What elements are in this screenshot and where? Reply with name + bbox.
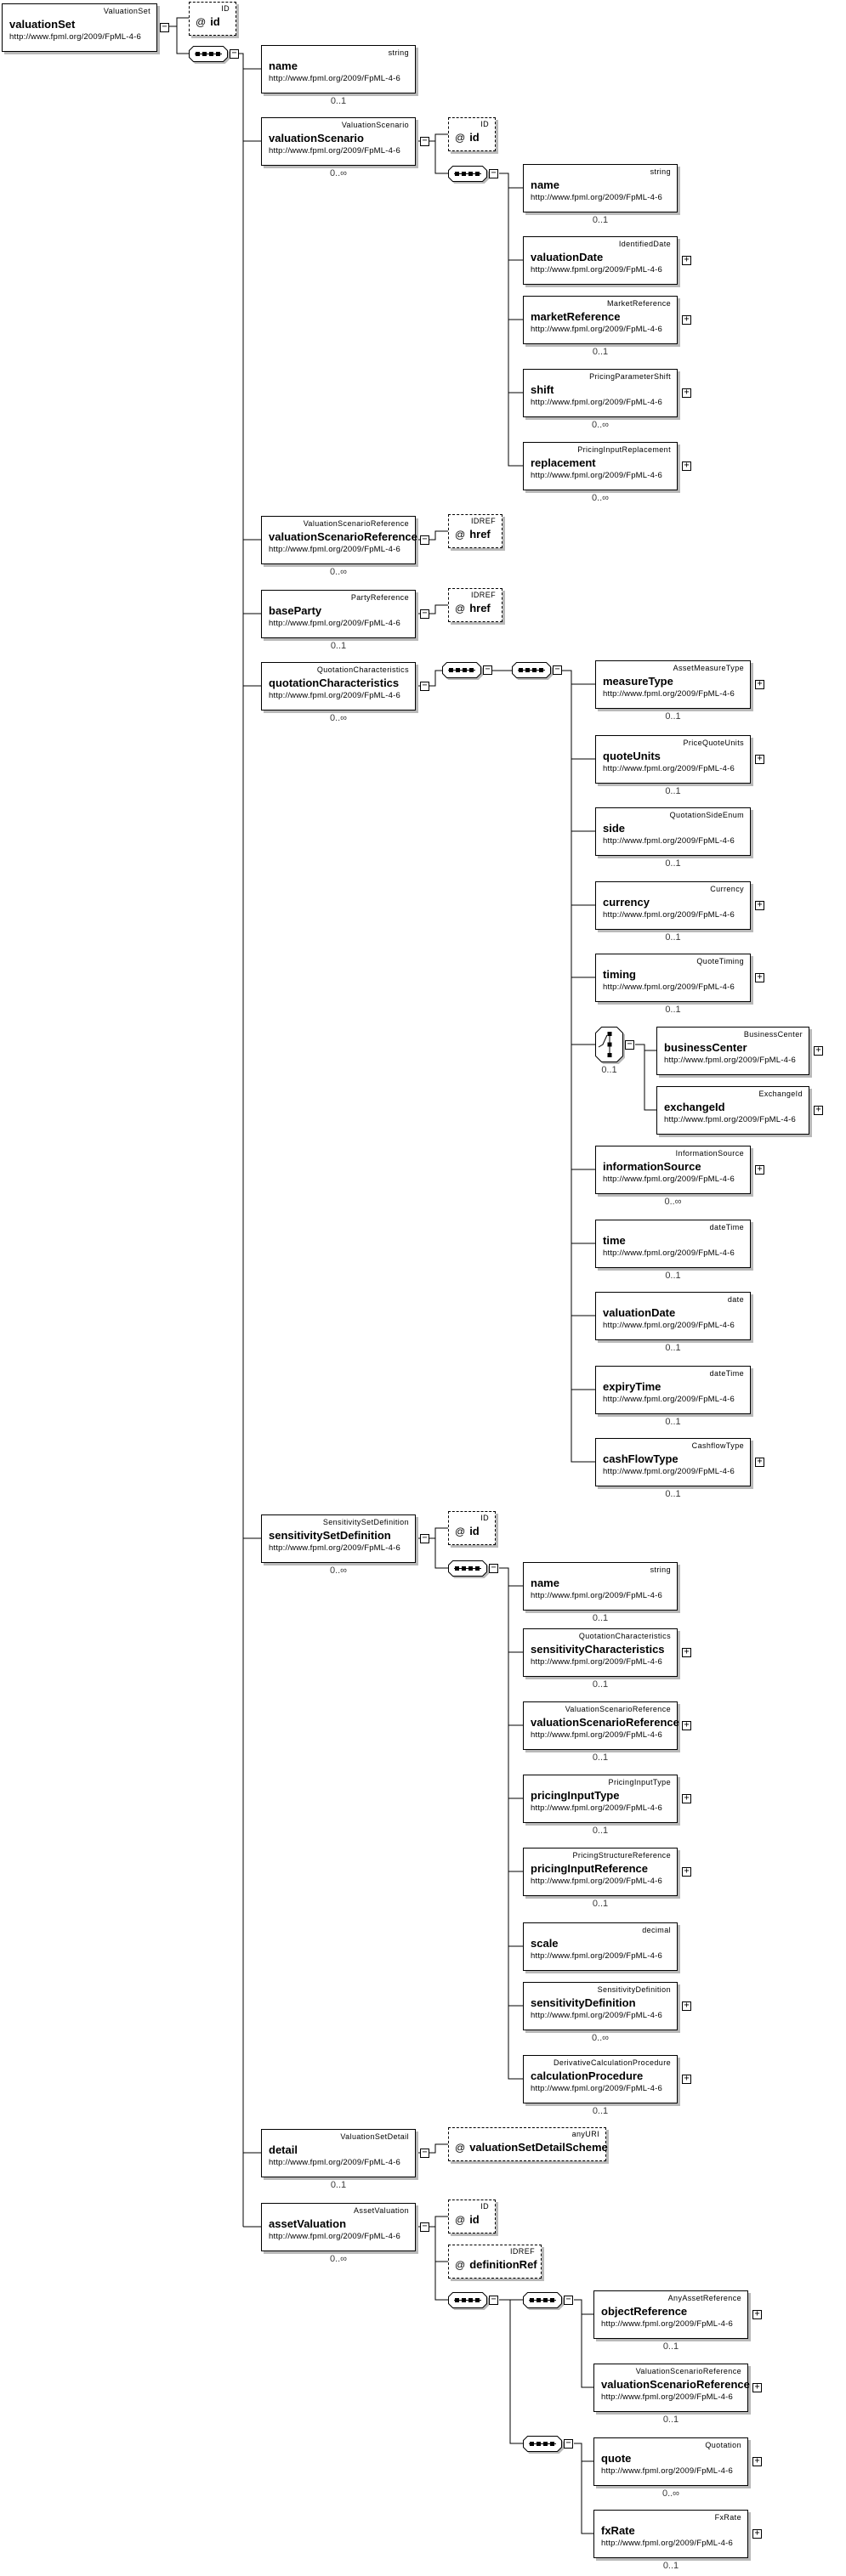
cardinality-label: 0..1 bbox=[330, 641, 347, 651]
element-name: sensitivitySetDefinition bbox=[269, 1529, 391, 1542]
collapse-button[interactable]: − bbox=[420, 2222, 429, 2232]
type-label: ValuationSet bbox=[103, 7, 150, 15]
attribute-href[interactable] bbox=[448, 514, 502, 548]
type-label: date bbox=[727, 1295, 744, 1304]
type-label: QuotationCharacteristics bbox=[578, 1632, 671, 1640]
cardinality-label: 0..1 bbox=[665, 786, 681, 796]
attribute-definitionRef[interactable] bbox=[448, 2245, 542, 2279]
namespace-label: http://www.fpml.org/2009/FpML-4-6 bbox=[531, 2011, 662, 2020]
expand-button[interactable]: + bbox=[755, 1165, 764, 1175]
namespace-label: http://www.fpml.org/2009/FpML-4-6 bbox=[601, 2466, 733, 2476]
element-name: pricingInputReference bbox=[531, 1862, 648, 1875]
cardinality-label: 0..1 bbox=[592, 1752, 609, 1763]
expand-button[interactable]: + bbox=[682, 388, 691, 398]
element-exchangeId[interactable] bbox=[656, 1086, 809, 1135]
attribute-name: id bbox=[469, 2213, 480, 2226]
expand-button[interactable]: + bbox=[755, 901, 764, 910]
collapse-button[interactable]: − bbox=[625, 1040, 634, 1050]
type-label: ValuationScenario bbox=[341, 121, 409, 129]
namespace-label: http://www.fpml.org/2009/FpML-4-6 bbox=[531, 265, 662, 275]
element-calculationProcedure[interactable] bbox=[523, 2055, 678, 2103]
namespace-label: http://www.fpml.org/2009/FpML-4-6 bbox=[269, 74, 400, 83]
type-label: string bbox=[388, 48, 409, 57]
namespace-label: http://www.fpml.org/2009/FpML-4-6 bbox=[269, 619, 400, 628]
at-sign: @ bbox=[455, 2214, 466, 2226]
sequence-icon[interactable] bbox=[523, 2292, 562, 2308]
attribute-name: href bbox=[469, 528, 491, 541]
element-name[interactable] bbox=[523, 1562, 678, 1611]
type-label: SensitivitySetDefinition bbox=[322, 1518, 409, 1526]
namespace-label: http://www.fpml.org/2009/FpML-4-6 bbox=[603, 689, 735, 699]
cardinality-label: 0..1 bbox=[665, 1005, 681, 1015]
type-label: DerivativeCalculationProcedure bbox=[553, 2058, 671, 2067]
element-name: scale bbox=[531, 1937, 559, 1950]
element-sensitivitySetDefinition[interactable] bbox=[261, 1514, 416, 1563]
element-informationSource[interactable] bbox=[595, 1146, 751, 1194]
cardinality-label: 0..1 bbox=[330, 2180, 347, 2190]
cardinality-label: 0..1 bbox=[662, 2415, 679, 2425]
cardinality-label: 0..1 bbox=[592, 2106, 609, 2116]
element-side[interactable] bbox=[595, 807, 751, 856]
expand-button[interactable]: + bbox=[755, 680, 764, 689]
at-sign: @ bbox=[455, 529, 466, 541]
element-name: sensitivityCharacteristics bbox=[531, 1643, 665, 1656]
namespace-label: http://www.fpml.org/2009/FpML-4-6 bbox=[531, 193, 662, 202]
element-name[interactable] bbox=[261, 45, 416, 93]
cardinality-label: 0..1 bbox=[662, 2341, 679, 2352]
cardinality-label: 0..∞ bbox=[329, 567, 348, 577]
cardinality-label: 0..1 bbox=[592, 1826, 609, 1836]
cardinality-label: 0..1 bbox=[592, 1613, 609, 1623]
namespace-label: http://www.fpml.org/2009/FpML-4-6 bbox=[9, 32, 141, 42]
expand-button[interactable]: + bbox=[755, 973, 764, 982]
cardinality-label: 0..1 bbox=[665, 1271, 681, 1281]
cardinality-label: 0..1 bbox=[592, 1899, 609, 1909]
sequence-icon[interactable] bbox=[448, 2292, 487, 2308]
namespace-label: http://www.fpml.org/2009/FpML-4-6 bbox=[531, 1951, 662, 1961]
element-name: name bbox=[531, 1577, 559, 1589]
collapse-button[interactable]: − bbox=[564, 2439, 573, 2449]
cardinality-label: 0..1 bbox=[592, 1679, 609, 1690]
element-fxRate[interactable] bbox=[593, 2510, 748, 2558]
element-quotationCharacteristics[interactable] bbox=[261, 662, 416, 711]
expand-button[interactable]: + bbox=[682, 2001, 691, 2011]
type-label: QuoteTiming bbox=[696, 957, 744, 965]
collapse-button[interactable]: − bbox=[160, 23, 169, 32]
collapse-button[interactable]: − bbox=[553, 665, 562, 675]
namespace-label: http://www.fpml.org/2009/FpML-4-6 bbox=[269, 2158, 400, 2167]
type-label: BusinessCenter bbox=[743, 1030, 803, 1039]
collapse-button[interactable]: − bbox=[420, 137, 429, 146]
element-name: valuationScenario bbox=[269, 132, 364, 144]
type-label: ID bbox=[480, 120, 489, 128]
at-sign: @ bbox=[455, 1526, 466, 1537]
collapse-button[interactable]: − bbox=[230, 49, 239, 59]
collapse-button[interactable]: − bbox=[420, 609, 429, 619]
type-label: CashflowType bbox=[691, 1441, 744, 1450]
element-name: shift bbox=[531, 383, 554, 396]
element-name[interactable] bbox=[523, 164, 678, 212]
namespace-label: http://www.fpml.org/2009/FpML-4-6 bbox=[603, 982, 735, 992]
element-name: objectReference bbox=[601, 2305, 688, 2318]
cardinality-label: 0..∞ bbox=[591, 2033, 610, 2043]
expand-button[interactable]: + bbox=[682, 461, 691, 471]
expand-button[interactable]: + bbox=[682, 1721, 691, 1730]
namespace-label: http://www.fpml.org/2009/FpML-4-6 bbox=[664, 1115, 796, 1124]
attribute-id[interactable] bbox=[448, 1511, 496, 1545]
type-label: ValuationScenarioReference bbox=[565, 1705, 671, 1713]
attribute-name: href bbox=[469, 602, 491, 614]
sequence-icon[interactable] bbox=[442, 662, 481, 678]
sequence-icon[interactable] bbox=[523, 2436, 562, 2452]
attribute-valuationSetDetailScheme[interactable] bbox=[448, 2127, 606, 2161]
namespace-label: http://www.fpml.org/2009/FpML-4-6 bbox=[601, 2392, 733, 2402]
element-name: currency bbox=[603, 896, 650, 909]
element-quote[interactable] bbox=[593, 2437, 748, 2486]
element-sensitivityCharacteristics[interactable] bbox=[523, 1628, 678, 1677]
attribute-id[interactable] bbox=[189, 2, 236, 36]
element-time[interactable] bbox=[595, 1220, 751, 1268]
sequence-icon[interactable] bbox=[448, 166, 487, 182]
element-name: measureType bbox=[603, 675, 673, 688]
element-timing[interactable] bbox=[595, 954, 751, 1002]
type-label: ValuationScenarioReference bbox=[303, 519, 409, 528]
cardinality-label: 0..∞ bbox=[329, 2254, 348, 2264]
element-name: assetValuation bbox=[269, 2217, 347, 2230]
cardinality-label: 0..1 bbox=[665, 1343, 681, 1353]
element-name: valuationScenarioReference bbox=[269, 530, 417, 543]
type-label: string bbox=[650, 167, 671, 176]
element-name: expiryTime bbox=[603, 1380, 661, 1393]
element-name: cashFlowType bbox=[603, 1452, 679, 1465]
element-quoteUnits[interactable] bbox=[595, 735, 751, 784]
element-replacement[interactable] bbox=[523, 442, 678, 490]
cardinality-label: 0..∞ bbox=[329, 1565, 348, 1576]
element-name: name bbox=[269, 59, 298, 72]
element-valuationScenarioReference[interactable] bbox=[261, 516, 416, 564]
element-name: marketReference bbox=[531, 310, 621, 323]
namespace-label: http://www.fpml.org/2009/FpML-4-6 bbox=[603, 1175, 735, 1184]
element-assetValuation[interactable] bbox=[261, 2203, 416, 2251]
element-baseParty[interactable] bbox=[261, 590, 416, 638]
element-name: side bbox=[603, 822, 626, 835]
cardinality-label: 0..∞ bbox=[329, 168, 348, 178]
namespace-label: http://www.fpml.org/2009/FpML-4-6 bbox=[601, 2319, 733, 2329]
element-businessCenter[interactable] bbox=[656, 1027, 809, 1075]
element-name: quote bbox=[601, 2452, 632, 2465]
element-valuationScenario[interactable] bbox=[261, 117, 416, 166]
cardinality-label: 0..∞ bbox=[661, 2488, 680, 2499]
namespace-label: http://www.fpml.org/2009/FpML-4-6 bbox=[603, 836, 735, 846]
cardinality-label: 0..1 bbox=[665, 1417, 681, 1427]
element-cashFlowType[interactable] bbox=[595, 1438, 751, 1486]
expand-button[interactable]: + bbox=[752, 2529, 762, 2539]
attribute-name: id bbox=[469, 1525, 480, 1537]
namespace-label: http://www.fpml.org/2009/FpML-4-6 bbox=[531, 1877, 662, 1886]
element-name: businessCenter bbox=[664, 1041, 747, 1054]
cardinality-label: 0..1 bbox=[665, 932, 681, 943]
cardinality-label: 0..1 bbox=[330, 96, 347, 106]
element-name: valuationDate bbox=[531, 251, 604, 263]
namespace-label: http://www.fpml.org/2009/FpML-4-6 bbox=[531, 398, 662, 407]
namespace-label: http://www.fpml.org/2009/FpML-4-6 bbox=[603, 1467, 735, 1476]
element-name: calculationProcedure bbox=[531, 2069, 644, 2082]
element-name: quoteUnits bbox=[603, 750, 661, 762]
element-valuationDate[interactable] bbox=[595, 1292, 751, 1340]
element-name: timing bbox=[603, 968, 636, 981]
element-shift[interactable] bbox=[523, 369, 678, 417]
type-label: PricingParameterShift bbox=[589, 372, 671, 381]
type-label: dateTime bbox=[709, 1223, 744, 1231]
namespace-label: http://www.fpml.org/2009/FpML-4-6 bbox=[601, 2539, 733, 2548]
namespace-label: http://www.fpml.org/2009/FpML-4-6 bbox=[269, 1543, 400, 1553]
expand-button[interactable]: + bbox=[814, 1106, 823, 1115]
element-name: valuationSet bbox=[9, 18, 76, 31]
type-label: QuotationSideEnum bbox=[669, 811, 744, 819]
type-label: ID bbox=[221, 4, 230, 13]
sequence-icon[interactable] bbox=[189, 46, 228, 62]
cardinality-label: 0..1 bbox=[665, 711, 681, 722]
type-label: IDREF bbox=[471, 517, 496, 525]
element-valuationScenarioReference[interactable] bbox=[523, 1701, 678, 1750]
element-valuationSet[interactable] bbox=[2, 3, 157, 52]
attribute-name: id bbox=[210, 15, 220, 28]
at-sign: @ bbox=[455, 603, 466, 614]
expand-button[interactable]: + bbox=[752, 2457, 762, 2466]
element-name: sensitivityDefinition bbox=[531, 1996, 636, 2009]
type-label: string bbox=[650, 1565, 671, 1574]
cardinality-label: 0..1 bbox=[601, 1065, 617, 1075]
type-label: AssetMeasureType bbox=[673, 664, 744, 672]
namespace-label: http://www.fpml.org/2009/FpML-4-6 bbox=[603, 910, 735, 920]
expand-button[interactable]: + bbox=[755, 755, 764, 764]
type-label: FxRate bbox=[714, 2513, 741, 2522]
element-sensitivityDefinition[interactable] bbox=[523, 1982, 678, 2030]
expand-button[interactable]: + bbox=[814, 1046, 823, 1056]
namespace-label: http://www.fpml.org/2009/FpML-4-6 bbox=[531, 1591, 662, 1600]
type-label: PricingStructureReference bbox=[572, 1851, 671, 1860]
element-name: valuationScenarioReference bbox=[531, 1716, 679, 1729]
element-name: informationSource bbox=[603, 1160, 701, 1173]
element-detail[interactable] bbox=[261, 2129, 416, 2177]
expand-button[interactable]: + bbox=[755, 1458, 764, 1467]
type-label: AnyAssetReference bbox=[667, 2294, 741, 2302]
element-name: name bbox=[531, 178, 559, 191]
collapse-button[interactable]: − bbox=[483, 665, 492, 675]
type-label: Currency bbox=[710, 885, 744, 893]
namespace-label: http://www.fpml.org/2009/FpML-4-6 bbox=[531, 325, 662, 334]
element-valuationDate[interactable] bbox=[523, 236, 678, 285]
namespace-label: http://www.fpml.org/2009/FpML-4-6 bbox=[664, 1056, 796, 1065]
type-label: QuotationCharacteristics bbox=[316, 665, 409, 674]
element-name: exchangeId bbox=[664, 1101, 725, 1113]
expand-button[interactable]: + bbox=[682, 2075, 691, 2084]
element-objectReference[interactable] bbox=[593, 2290, 748, 2339]
cardinality-label: 0..∞ bbox=[591, 420, 610, 430]
element-name: quotationCharacteristics bbox=[269, 677, 400, 689]
expand-button[interactable]: + bbox=[682, 315, 691, 325]
cardinality-label: 0..∞ bbox=[329, 713, 348, 723]
namespace-label: http://www.fpml.org/2009/FpML-4-6 bbox=[531, 1730, 662, 1740]
namespace-label: http://www.fpml.org/2009/FpML-4-6 bbox=[603, 1248, 735, 1258]
element-name: pricingInputType bbox=[531, 1789, 620, 1802]
type-label: Quotation bbox=[705, 2441, 741, 2449]
element-name: time bbox=[603, 1234, 626, 1247]
element-marketReference[interactable] bbox=[523, 296, 678, 344]
type-label: PriceQuoteUnits bbox=[683, 739, 744, 747]
type-label: dateTime bbox=[709, 1369, 744, 1378]
expand-button[interactable]: + bbox=[682, 1794, 691, 1803]
attribute-name: valuationSetDetailScheme bbox=[469, 2141, 608, 2154]
element-name: detail bbox=[269, 2143, 298, 2156]
at-sign: @ bbox=[196, 16, 207, 28]
element-measureType[interactable] bbox=[595, 660, 751, 709]
element-valuationScenarioReference[interactable] bbox=[593, 2364, 748, 2412]
at-sign: @ bbox=[455, 2259, 466, 2271]
attribute-id[interactable] bbox=[448, 117, 496, 151]
namespace-label: http://www.fpml.org/2009/FpML-4-6 bbox=[603, 764, 735, 773]
element-currency[interactable] bbox=[595, 881, 751, 930]
element-name: replacement bbox=[531, 456, 596, 469]
type-label: InformationSource bbox=[675, 1149, 744, 1158]
type-label: MarketReference bbox=[606, 299, 671, 308]
expand-button[interactable]: + bbox=[682, 1867, 691, 1877]
type-label: anyURI bbox=[571, 2130, 599, 2138]
at-sign: @ bbox=[455, 2142, 466, 2154]
attribute-id[interactable] bbox=[448, 2200, 496, 2233]
attribute-name: definitionRef bbox=[469, 2258, 537, 2271]
collapse-button[interactable]: − bbox=[564, 2296, 573, 2305]
namespace-label: http://www.fpml.org/2009/FpML-4-6 bbox=[531, 471, 662, 480]
type-label: ValuationSetDetail bbox=[340, 2132, 409, 2141]
type-label: ExchangeId bbox=[758, 1090, 803, 1098]
type-label: PricingInputType bbox=[608, 1778, 671, 1786]
expand-button[interactable]: + bbox=[752, 2310, 762, 2319]
cardinality-label: 0..1 bbox=[665, 1489, 681, 1499]
collapse-button[interactable]: − bbox=[420, 535, 429, 545]
cardinality-label: 0..1 bbox=[592, 215, 609, 225]
element-name: fxRate bbox=[601, 2524, 635, 2537]
type-label: IdentifiedDate bbox=[618, 240, 671, 248]
namespace-label: http://www.fpml.org/2009/FpML-4-6 bbox=[269, 691, 400, 700]
namespace-label: http://www.fpml.org/2009/FpML-4-6 bbox=[531, 1657, 662, 1667]
element-name: valuationDate bbox=[603, 1306, 676, 1319]
element-name: baseParty bbox=[269, 604, 322, 617]
collapse-button[interactable]: − bbox=[489, 2296, 498, 2305]
type-label: AssetValuation bbox=[354, 2206, 409, 2215]
element-name: valuationScenarioReference bbox=[601, 2378, 750, 2391]
attribute-href[interactable] bbox=[448, 588, 502, 622]
cardinality-label: 0..1 bbox=[592, 347, 609, 357]
sequence-icon[interactable] bbox=[512, 662, 551, 678]
attribute-name: id bbox=[469, 131, 480, 144]
namespace-label: http://www.fpml.org/2009/FpML-4-6 bbox=[269, 146, 400, 156]
collapse-button[interactable]: − bbox=[489, 1564, 498, 1573]
type-label: PricingInputReplacement bbox=[577, 445, 671, 454]
cardinality-label: 0..1 bbox=[665, 858, 681, 869]
namespace-label: http://www.fpml.org/2009/FpML-4-6 bbox=[603, 1395, 735, 1404]
type-label: IDREF bbox=[510, 2247, 535, 2256]
sequence-icon[interactable] bbox=[448, 1560, 487, 1577]
element-expiryTime[interactable] bbox=[595, 1366, 751, 1414]
cardinality-label: 0..1 bbox=[662, 2561, 679, 2571]
type-label: ID bbox=[480, 1514, 489, 1522]
namespace-label: http://www.fpml.org/2009/FpML-4-6 bbox=[269, 545, 400, 554]
at-sign: @ bbox=[455, 132, 466, 144]
expand-button[interactable]: + bbox=[682, 1648, 691, 1657]
element-pricingInputType[interactable] bbox=[523, 1775, 678, 1823]
namespace-label: http://www.fpml.org/2009/FpML-4-6 bbox=[531, 2084, 662, 2093]
cardinality-label: 0..∞ bbox=[664, 1197, 682, 1207]
element-pricingInputReference[interactable] bbox=[523, 1848, 678, 1896]
collapse-button[interactable]: − bbox=[420, 1534, 429, 1543]
type-label: ValuationScenarioReference bbox=[635, 2367, 741, 2375]
collapse-button[interactable]: − bbox=[489, 169, 498, 178]
namespace-label: http://www.fpml.org/2009/FpML-4-6 bbox=[531, 1803, 662, 1813]
expand-button[interactable]: + bbox=[752, 2383, 762, 2392]
type-label: IDREF bbox=[471, 591, 496, 599]
expand-button[interactable]: + bbox=[682, 256, 691, 265]
type-label: ID bbox=[480, 2202, 489, 2211]
type-label: decimal bbox=[642, 1926, 671, 1934]
namespace-label: http://www.fpml.org/2009/FpML-4-6 bbox=[603, 1321, 735, 1330]
type-label: SensitivityDefinition bbox=[597, 1985, 671, 1994]
collapse-button[interactable]: − bbox=[420, 2149, 429, 2158]
element-scale[interactable] bbox=[523, 1922, 678, 1971]
choice-icon[interactable] bbox=[595, 1027, 623, 1062]
namespace-label: http://www.fpml.org/2009/FpML-4-6 bbox=[269, 2232, 400, 2241]
type-label: PartyReference bbox=[350, 593, 409, 602]
cardinality-label: 0..∞ bbox=[591, 493, 610, 503]
collapse-button[interactable]: − bbox=[420, 682, 429, 691]
